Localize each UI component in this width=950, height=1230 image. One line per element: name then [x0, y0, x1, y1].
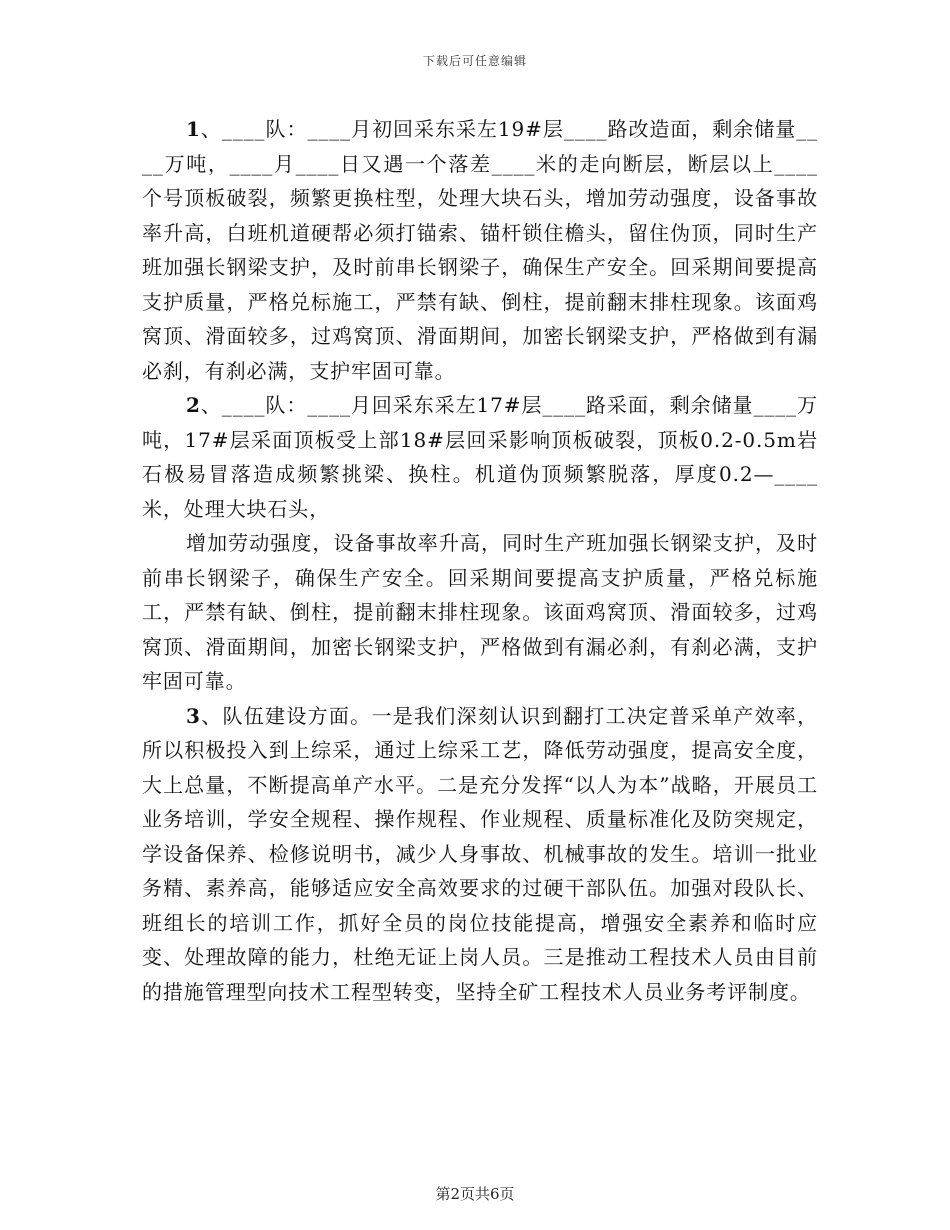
- page-footer: 第2页共6页: [435, 1185, 515, 1203]
- paragraph-number: 3: [186, 703, 201, 728]
- paragraph-text: 、队伍建设方面。一是我们深刻认识到翻打工决定普采单产效率，所以积极投入到上综采，通过上综采工艺，降低劳动强度，提高安全度，大上总量，不断提高单产水平。二是充分发挥“以人为本”战略，开展员工业务培训，学安全规程、操作规程、作业规程、质量标准化及防突规定，学设备保养、检修说明书，减少人身事故、机械事故的发生。培训一批业务精、素养高，能够适应安全高效要求的过硬干部队伍。加强对段队长、班组长的培训工作，抓好全员的岗位技能提高，增强安全素养和临时应变、处理故障的能力，杜绝无证上岗人员。三是推动工程技术人员由目前的措施管理型向技术工程型转变，坚持全矿工程技术人员业务考评制度。: [142, 703, 818, 1004]
- paragraph-number: 2: [186, 393, 201, 417]
- paragraph-text: 、____队：____月初回采东采左19#层____路改造面，剩余储量____万吨，____月____日又遇一个落差____米的走向断层，断层以上____个号顶板破裂，频繁更换柱型，处理大块石头，增加劳动强度，设备事故率升高，白班机道硬帮必须打锚索、锚杆锁住檐头，留住伪顶，同时生产班加强长钢梁支护，及时前串长钢梁子，确保生产安全。回采期间要提高支护质量，严格兑标施工，严禁有缺、倒柱，提前翻末排柱现象。该面鸡窝顶、滑面较多，过鸡窝顶、滑面期间，加密长钢梁支护，严格做到有漏必刹，有刹必满，支护牢固可靠。: [142, 117, 818, 383]
- paragraph-3: [142, 526, 818, 699]
- paragraph-number: 1: [186, 117, 201, 141]
- paragraph-2: [142, 388, 818, 526]
- document-body: [142, 112, 818, 1009]
- page-header: 下载后可任意编辑: [422, 54, 527, 68]
- paragraph-4: [142, 699, 818, 1010]
- paragraph-1: [142, 112, 818, 388]
- paragraph-text: 增加劳动强度，设备事故率升高，同时生产班加强长钢梁支护，及时前串长钢梁子，确保生产安全。回采期间要提高支护质量，严格兑标施工，严禁有缺、倒柱，提前翻末排柱现象。该面鸡窝顶、滑面较多，过鸡窝顶、滑面期间，加密长钢梁支护，严格做到有漏必刹，有刹必满，支护牢固可靠。: [142, 531, 818, 693]
- paragraph-text: 、____队：____月回采东采左17#层____路采面，剩余储量____万吨，17#层采面顶板受上部18#层回采影响顶板破裂，顶板0.2-0.5m岩石极易冒落造成频繁挑梁、换柱。机道伪顶频繁脱落，厚度0.2—____米，处理大块石头，: [142, 393, 818, 521]
